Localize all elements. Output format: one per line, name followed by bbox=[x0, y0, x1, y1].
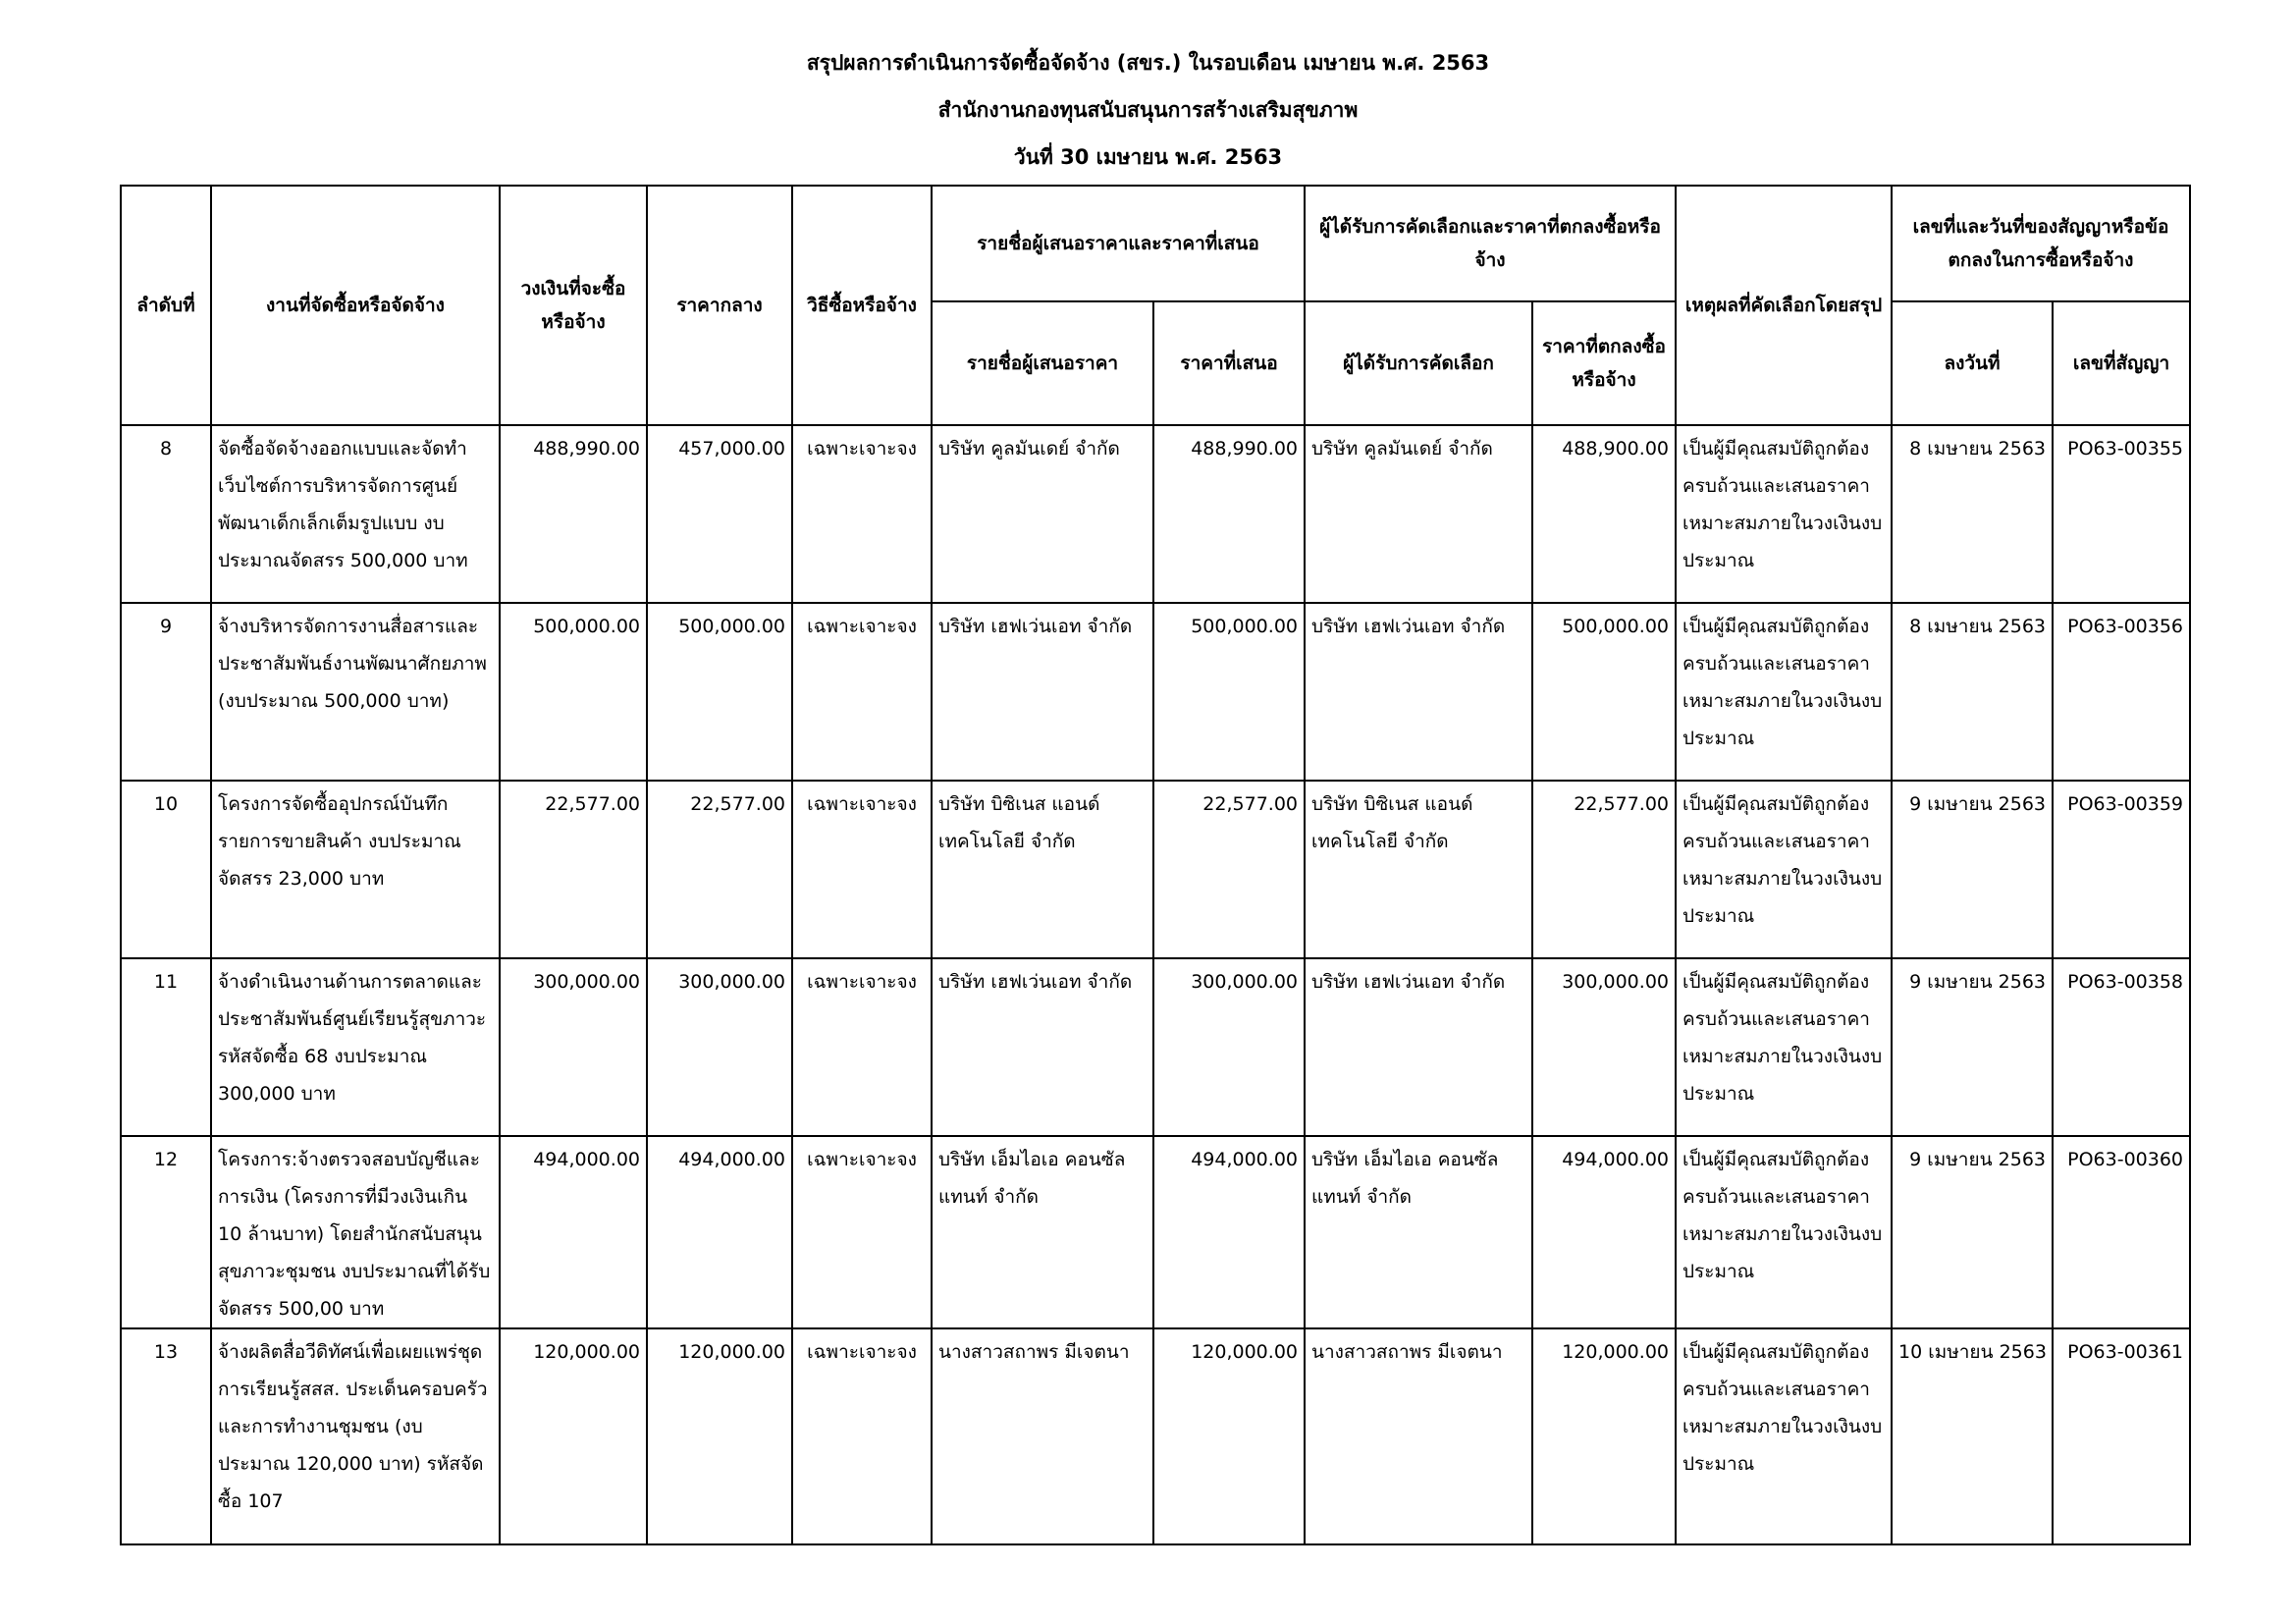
procurement-table bbox=[120, 185, 2191, 1545]
cell-median: 22,577.00 bbox=[647, 781, 792, 958]
cell-method: เฉพาะเจาะจง bbox=[792, 425, 932, 603]
table-row bbox=[121, 781, 2190, 958]
report-title: สรุปผลการดำเนินการจัดซื้อจัดจ้าง (สขร.) ในรอบเดือน เมษายน พ.ศ. 2563 bbox=[806, 51, 1490, 75]
cell-reason: เป็นผู้มีคุณสมบัติถูกต้องครบถ้วนและเสนอราคาเหมาะสมภายในวงเงินงบประมาณ bbox=[1676, 425, 1892, 603]
cell-bid-price: 500,000.00 bbox=[1153, 603, 1305, 781]
col-date-header: ลงวันที่ bbox=[1892, 301, 2053, 425]
col-bid-price-header: ราคาที่เสนอ bbox=[1153, 301, 1305, 425]
cell-median: 300,000.00 bbox=[647, 958, 792, 1136]
cell-bid-price: 488,990.00 bbox=[1153, 425, 1305, 603]
cell-reason: เป็นผู้มีคุณสมบัติถูกต้องครบถ้วนและเสนอราคาเหมาะสมภายในวงเงินงบประมาณ bbox=[1676, 603, 1892, 781]
col-agreed-price-header: ราคาที่ตกลงซื้อหรือจ้าง bbox=[1532, 301, 1676, 425]
cell-budget: 500,000.00 bbox=[500, 603, 647, 781]
cell-work: จัดซื้อจัดจ้างออกแบบและจัดทำเว็บไซต์การบริหารจัดการศูนย์พัฒนาเด็กเล็กเต็มรูปแบบ งบประมาณจัดสรร 500,000 บาท bbox=[211, 425, 500, 603]
col-selected-name-header: ผู้ได้รับการคัดเลือก bbox=[1305, 301, 1532, 425]
cell-seq: 9 bbox=[121, 603, 211, 781]
cell-agreed-price: 494,000.00 bbox=[1532, 1136, 1676, 1328]
cell-budget: 494,000.00 bbox=[500, 1136, 647, 1328]
cell-agreed-price: 22,577.00 bbox=[1532, 781, 1676, 958]
cell-budget: 300,000.00 bbox=[500, 958, 647, 1136]
cell-bidder: บริษัท คูลมันเดย์ จำกัด bbox=[932, 425, 1153, 603]
col-bidders-group-header: รายชื่อผู้เสนอราคาและราคาที่เสนอ bbox=[932, 186, 1305, 301]
col-selected-group-header: ผู้ได้รับการคัดเลือกและราคาที่ตกลงซื้อหรือจ้าง bbox=[1305, 186, 1676, 301]
col-bidder-name-header: รายชื่อผู้เสนอราคา bbox=[932, 301, 1153, 425]
cell-work: โครงการจัดซื้ออุปกรณ์บันทึกรายการขายสินค้า งบประมาณจัดสรร 23,000 บาท bbox=[211, 781, 500, 958]
cell-selected: บริษัท บิซิเนส แอนด์ เทคโนโลยี จำกัด bbox=[1305, 781, 1532, 958]
col-reason-header: เหตุผลที่คัดเลือกโดยสรุป bbox=[1676, 186, 1892, 425]
cell-method: เฉพาะเจาะจง bbox=[792, 781, 932, 958]
cell-bid-price: 120,000.00 bbox=[1153, 1328, 1305, 1544]
cell-bid-price: 22,577.00 bbox=[1153, 781, 1305, 958]
cell-work: โครงการ:จ้างตรวจสอบบัญชีและการเงิน (โครงการที่มีวงเงินเกิน 10 ล้านบาท) โดยสำนักสนับสนุนสุขภาวะชุมชน งบประมาณที่ได้รับจัดสรร 500,00 บาท bbox=[211, 1136, 500, 1328]
cell-bidder: บริษัท บิซิเนส แอนด์ เทคโนโลยี จำกัด bbox=[932, 781, 1153, 958]
cell-contract-no: PO63-00359 bbox=[2053, 781, 2190, 958]
cell-method: เฉพาะเจาะจง bbox=[792, 1328, 932, 1544]
cell-budget: 120,000.00 bbox=[500, 1328, 647, 1544]
cell-date: 8 เมษายน 2563 bbox=[1892, 425, 2053, 603]
cell-method: เฉพาะเจาะจง bbox=[792, 603, 932, 781]
cell-bidder: บริษัท เฮฟเว่นเอท จำกัด bbox=[932, 958, 1153, 1136]
cell-method: เฉพาะเจาะจง bbox=[792, 958, 932, 1136]
col-median-header: ราคากลาง bbox=[647, 186, 792, 425]
cell-reason: เป็นผู้มีคุณสมบัติถูกต้องครบถ้วนและเสนอราคาเหมาะสมภายในวงเงินงบประมาณ bbox=[1676, 781, 1892, 958]
cell-median: 457,000.00 bbox=[647, 425, 792, 603]
cell-contract-no: PO63-00358 bbox=[2053, 958, 2190, 1136]
cell-seq: 10 bbox=[121, 781, 211, 958]
cell-contract-no: PO63-00355 bbox=[2053, 425, 2190, 603]
cell-median: 120,000.00 bbox=[647, 1328, 792, 1544]
table-body bbox=[121, 425, 2190, 1544]
table-row bbox=[121, 603, 2190, 781]
cell-selected: นางสาวสถาพร มีเจตนา bbox=[1305, 1328, 1532, 1544]
cell-method: เฉพาะเจาะจง bbox=[792, 1136, 932, 1328]
cell-date: 9 เมษายน 2563 bbox=[1892, 781, 2053, 958]
table-row bbox=[121, 1136, 2190, 1328]
table-header bbox=[121, 186, 2190, 425]
cell-selected: บริษัท เฮฟเว่นเอท จำกัด bbox=[1305, 603, 1532, 781]
report-date: วันที่ 30 เมษายน พ.ศ. 2563 bbox=[1013, 145, 1283, 169]
cell-contract-no: PO63-00356 bbox=[2053, 603, 2190, 781]
cell-seq: 11 bbox=[121, 958, 211, 1136]
cell-reason: เป็นผู้มีคุณสมบัติถูกต้องครบถ้วนและเสนอราคาเหมาะสมภายในวงเงินงบประมาณ bbox=[1676, 1328, 1892, 1544]
cell-selected: บริษัท คูลมันเดย์ จำกัด bbox=[1305, 425, 1532, 603]
col-contract-no-header: เลขที่สัญญา bbox=[2053, 301, 2190, 425]
col-method-header: วิธีซื้อหรือจ้าง bbox=[792, 186, 932, 425]
cell-work: จ้างบริหารจัดการงานสื่อสารและประชาสัมพันธ์งานพัฒนาศักยภาพ (งบประมาณ 500,000 บาท) bbox=[211, 603, 500, 781]
cell-agreed-price: 488,900.00 bbox=[1532, 425, 1676, 603]
cell-seq: 13 bbox=[121, 1328, 211, 1544]
cell-median: 500,000.00 bbox=[647, 603, 792, 781]
col-contract-group-header: เลขที่และวันที่ของสัญญาหรือข้อตกลงในการซื้อหรือจ้าง bbox=[1892, 186, 2190, 301]
cell-date: 10 เมษายน 2563 bbox=[1892, 1328, 2053, 1544]
cell-bid-price: 494,000.00 bbox=[1153, 1136, 1305, 1328]
cell-reason: เป็นผู้มีคุณสมบัติถูกต้องครบถ้วนและเสนอราคาเหมาะสมภายในวงเงินงบประมาณ bbox=[1676, 958, 1892, 1136]
col-seq-header: ลำดับที่ bbox=[121, 186, 211, 425]
cell-budget: 22,577.00 bbox=[500, 781, 647, 958]
cell-date: 9 เมษายน 2563 bbox=[1892, 1136, 2053, 1328]
document-header bbox=[0, 39, 2296, 181]
cell-agreed-price: 300,000.00 bbox=[1532, 958, 1676, 1136]
cell-budget: 488,990.00 bbox=[500, 425, 647, 603]
cell-bidder: บริษัท เฮฟเว่นเอท จำกัด bbox=[932, 603, 1153, 781]
organization-name: สำนักงานกองทุนสนับสนุนการสร้างเสริมสุขภาพ bbox=[937, 98, 1359, 122]
table-row bbox=[121, 1328, 2190, 1544]
cell-agreed-price: 120,000.00 bbox=[1532, 1328, 1676, 1544]
cell-selected: บริษัท เอ็มไอเอ คอนซัลแทนท์ จำกัด bbox=[1305, 1136, 1532, 1328]
cell-contract-no: PO63-00361 bbox=[2053, 1328, 2190, 1544]
cell-bidder: นางสาวสถาพร มีเจตนา bbox=[932, 1328, 1153, 1544]
cell-selected: บริษัท เฮฟเว่นเอท จำกัด bbox=[1305, 958, 1532, 1136]
cell-seq: 8 bbox=[121, 425, 211, 603]
cell-bidder: บริษัท เอ็มไอเอ คอนซัลแทนท์ จำกัด bbox=[932, 1136, 1153, 1328]
cell-date: 8 เมษายน 2563 bbox=[1892, 603, 2053, 781]
cell-work: จ้างผลิตสื่อวีดิทัศน์เพื่อเผยแพร่ชุดการเรียนรู้สสส. ประเด็นครอบครัวและการทำงานชุมชน (งบประมาณ 120,000 บาท) รหัสจัดซื้อ 107 bbox=[211, 1328, 500, 1544]
cell-bid-price: 300,000.00 bbox=[1153, 958, 1305, 1136]
col-budget-header: วงเงินที่จะซื้อหรือจ้าง bbox=[500, 186, 647, 425]
table-row bbox=[121, 958, 2190, 1136]
cell-reason: เป็นผู้มีคุณสมบัติถูกต้องครบถ้วนและเสนอราคาเหมาะสมภายในวงเงินงบประมาณ bbox=[1676, 1136, 1892, 1328]
cell-median: 494,000.00 bbox=[647, 1136, 792, 1328]
cell-work: จ้างดำเนินงานด้านการตลาดและประชาสัมพันธ์ศูนย์เรียนรู้สุขภาวะ รหัสจัดซื้อ 68 งบประมาณ 300,000 บาท bbox=[211, 958, 500, 1136]
col-work-header: งานที่จัดซื้อหรือจัดจ้าง bbox=[211, 186, 500, 425]
table-row bbox=[121, 425, 2190, 603]
cell-date: 9 เมษายน 2563 bbox=[1892, 958, 2053, 1136]
cell-agreed-price: 500,000.00 bbox=[1532, 603, 1676, 781]
cell-contract-no: PO63-00360 bbox=[2053, 1136, 2190, 1328]
cell-seq: 12 bbox=[121, 1136, 211, 1328]
